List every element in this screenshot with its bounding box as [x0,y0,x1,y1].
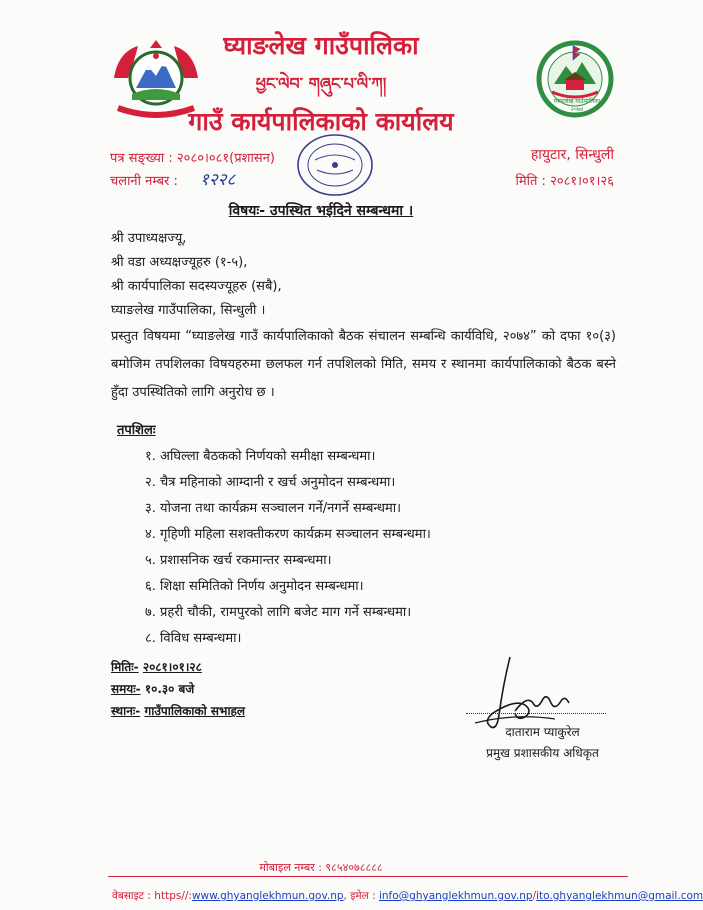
email-link-alt[interactable]: ito.ghyanglekhmun@gmail.com [536,890,703,902]
details-heading: तपशिलः [117,423,156,438]
dispatch-number-handwritten: १२२८ [200,170,236,190]
agenda-item: ८. विविध सम्बन्धमा। [145,631,242,646]
signature-line [466,713,606,714]
website-link[interactable]: www.ghyanglekhmun.gov.np [191,890,344,902]
email-label: , इमेल : [343,890,376,902]
dispatch-number-label: चलानी नम्बर : [110,174,178,189]
office-seal-stamp [295,130,375,200]
signatory-name: दाताराम प्याकुरेल [505,725,580,739]
header-office-title: गाउँ कार्यपालिकाको कार्यालय [188,107,454,136]
agenda-item: ७. प्रहरी चौकी, रामपुरको लागि बजेट माग गर्ने सम्बन्धमा। [145,605,412,620]
meeting-time-value: १०.३० बजे [144,682,195,696]
agenda-item: ६. शिक्षा समितिको निर्णय अनुमोदन सम्बन्धमा। [145,579,364,594]
letter-body: प्रस्तुत विषयमा “घ्याङलेख गाउँ कार्यपालिकाको बैठक संचालन सम्बन्धि कार्यविधि, २०७४” को दफा १०(३) बमोजिम तपशिलका विषयहरुमा छलफल गर्न तपशिलको मिति, समय र स्थानमा कार्यपालिकाको बैठक बस्ने हुँदा उपस्थितिको लागि अनुरोध छ । [111,329,616,400]
addressee-line: श्री वडा अध्यक्षज्यूहरु (१-५), [111,255,248,270]
website-label: वेबसाइट : https//: [112,890,192,902]
addressee-line: घ्याङलेख गाउँपालिका, सिन्धुली । [111,303,266,318]
meeting-date-label: मितिः- [111,660,139,674]
meeting-date-value: २०८१।०१।२८ [142,660,202,674]
reference-number: पत्र सङ्ख्या : २०८०।०८१(प्रशासन) [110,151,275,166]
addressee-line: श्री कार्यपालिका सदस्यज्यूहरु (सबै), [111,279,282,294]
letter-date: मिति : २०८१।०१।२६ [515,174,614,189]
agenda-item: १. अघिल्ला बैठकको निर्णयको समीक्षा सम्बन्धमा। [145,449,376,464]
agenda-item: २. चैत्र महिनाको आम्दानी र खर्च अनुमोदन सम्बन्धमा। [145,475,396,490]
office-location: हायुटार, सिन्धुली [530,147,614,163]
agenda-item: ५. प्रशासनिक खर्च रकमान्तर सम्बन्धमा। [145,553,332,568]
footer-divider [108,876,628,877]
signatory-title: प्रमुख प्रशासकीय अधिकृत [486,746,599,760]
addressee-line: श्री उपाध्यक्षज्यू, [111,231,187,246]
header-tibetan-title: ཕྱང་ལེབ་ གཞུང་པ་ལི་ཀ། [255,74,387,93]
meeting-time [111,680,194,697]
footer-contact: वेबसाइट : https//:www.ghyanglekhmun.gov.np, इमेल : info@ghyanglekhmun.gov.np/ito.ghyanglekhmun@gmail.com [112,890,703,902]
meeting-place-value: गाउँपालिकाको सभाहल [144,704,246,718]
meeting-date [111,658,202,675]
footer-mobile: मोबाइल नम्बर : ९८५४०७८८८८ [259,861,383,874]
meeting-place-label: स्थानः- [111,704,141,718]
meeting-time-label: समयः- [111,682,141,696]
agenda-item: ४. गृहिणी महिला सशक्तीकरण कार्यक्रम सञ्चालन सम्बन्धमा। [145,527,431,542]
meeting-place [111,702,245,719]
municipality-logo-text: घ्याङलेख गाउँपालिका २०७४ [553,98,601,113]
letter-subject: विषयः- उपस्थित भईदिने सम्बन्धमा । [228,203,414,219]
header-title: घ्याङलेख गाउँपालिका [223,31,419,60]
agenda-item: ३. योजना तथा कार्यक्रम सञ्चालन गर्ने/नगर्ने सम्बन्धमा। [145,501,402,516]
email-link[interactable]: info@ghyanglekhmun.gov.np [378,890,533,902]
